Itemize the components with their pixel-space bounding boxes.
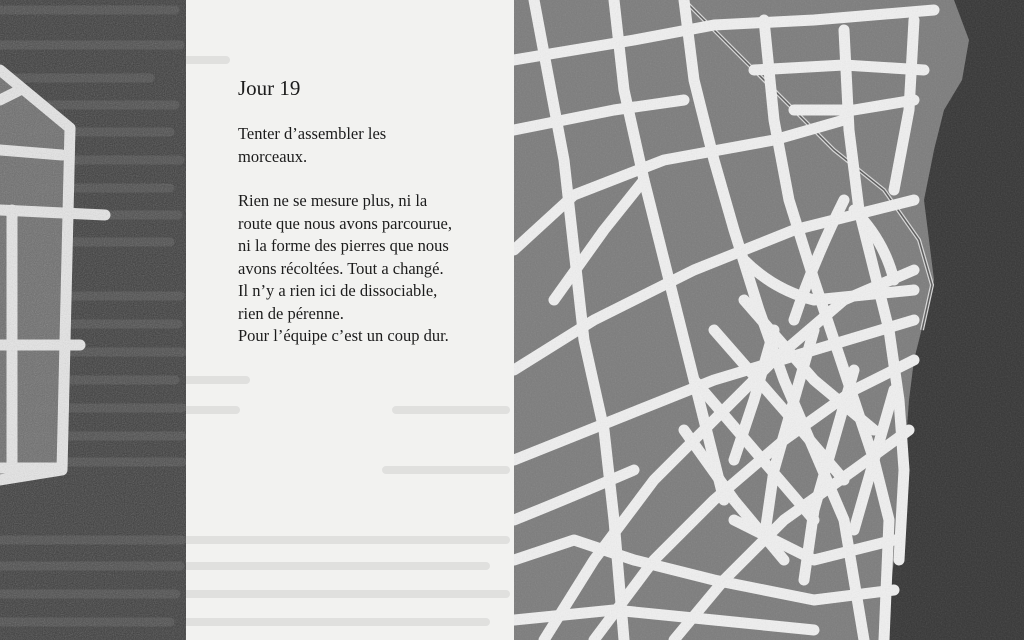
journal-paragraph: Tenter d’assembler les morceaux. — [238, 124, 387, 166]
journal-page — [186, 0, 514, 640]
left-map-fragment — [0, 0, 186, 640]
journal-paragraph: Rien ne se mesure plus, ni la route que nous avons parcourue, ni la forme des pierres que nous avons récoltées. Tout a changé. Il n’y a rien ici de dissociable, rien de pérenne. Pour l’équipe c’est un coup dur. — [238, 191, 452, 345]
day-title: Jour 19 — [238, 76, 301, 100]
left-map-fragment-icon — [0, 0, 186, 640]
street-map-icon — [514, 0, 1024, 640]
journal-entry — [238, 76, 498, 348]
street-map — [514, 0, 1024, 640]
